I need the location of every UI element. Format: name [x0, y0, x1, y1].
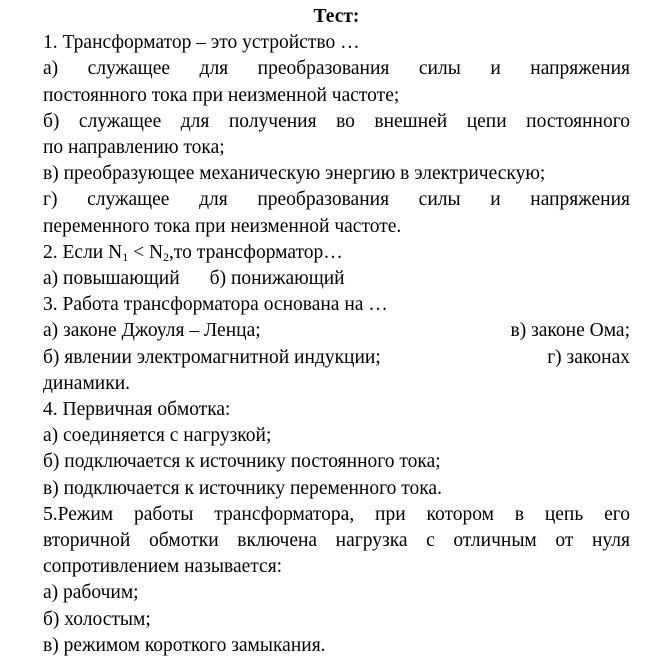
test-title: Тест:: [313, 6, 360, 27]
q5-option-a: а) рабочим;: [43, 582, 139, 604]
q2-prefix: 2. Если N: [43, 241, 123, 263]
q5-question-line1: 5.Режим работы трансформатора, при котором в цепь его: [43, 503, 630, 525]
q3-options-row-2: [43, 345, 630, 371]
q3-question: 3. Работа трансформатора основана на …: [43, 294, 388, 316]
q1-option-c: в) преобразующее механическую энергию в электрическую;: [43, 163, 546, 185]
q1-option-b-line1: б) служащее для получения во внешней цепи постоянного: [43, 110, 630, 132]
q3-option-a: а) законе Джоуля – Ленца;: [43, 320, 261, 342]
q2-middle: < N: [128, 241, 164, 263]
q5-option-c: в) режимом короткого замыкания.: [43, 634, 326, 656]
q1-option-d-line1: г) служащее для преобразования силы и напряжения: [43, 189, 630, 211]
q1-question: 1. Трансформатор – это устройство …: [43, 32, 360, 54]
q1-option-a-line2: постоянного тока при неизменной частоте;: [43, 84, 400, 106]
q3-option-d-part2: динамики.: [43, 372, 131, 394]
q2-suffix: ,то трансформатор…: [169, 241, 343, 263]
q4-question: 4. Первичная обмотка:: [43, 399, 231, 421]
q1-option-b-line2: по направлению тока;: [43, 137, 225, 159]
q5-option-b: б) холостым;: [43, 608, 151, 630]
q3-options-row-1: [43, 318, 630, 344]
q2-option-b: б) понижающий: [209, 268, 345, 290]
q2-question: [43, 240, 630, 266]
q2-option-a: а) повышающий: [43, 268, 180, 290]
q4-option-a: а) соединяется с нагрузкой;: [43, 425, 272, 447]
q2-options-row: [43, 266, 630, 292]
q5-question-line2: вторичной обмотки включена нагрузка с отличным от нуля: [43, 530, 630, 552]
q3-option-d-part1: г) законах: [547, 346, 630, 368]
q5-question-line3: сопротивлением называется:: [43, 556, 283, 578]
q3-option-b: б) явлении электромагнитной индукции;: [43, 346, 381, 368]
q3-option-c: в) законе Ома;: [510, 320, 630, 342]
q1-option-a-line1: а) служащее для преобразования силы и напряжения: [43, 58, 630, 80]
q1-option-d-line2: переменного тока при неизменной частоте.: [43, 215, 402, 237]
q4-option-b: б) подключается к источнику постоянного тока;: [43, 451, 441, 473]
q2-subscript-2: 2: [163, 249, 170, 264]
q4-option-c: в) подключается к источнику переменного тока.: [43, 477, 442, 499]
q2-subscript-1: 1: [122, 249, 129, 264]
